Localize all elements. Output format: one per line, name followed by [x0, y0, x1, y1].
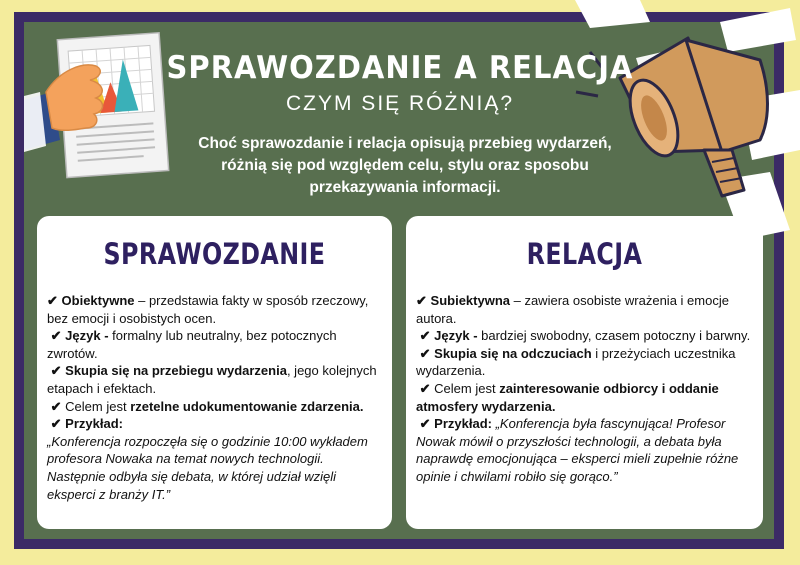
card-body	[47, 292, 382, 503]
card-sprawozdanie	[37, 216, 392, 529]
card-relacja	[406, 216, 763, 529]
check-icon: ✔	[416, 293, 427, 308]
list-item: ✔ Skupia się na odczuciach i przeżyciach uczestnika wydarzenia.	[416, 345, 736, 379]
list-item: ✔ Język - bardziej swobodny, czasem potoczny i barwny.	[419, 328, 751, 344]
example-text: „Konferencja była fascynująca! Profesor Nowak mówił o przyszłości technologii, a debata była naprawdę emocjonująca – eksperci mieli zupełnie różne opinie i chwilami robiło się gorąco.”	[416, 416, 739, 484]
page-subtitle: CZYM SIĘ RÓŻNIĄ?	[285, 92, 515, 115]
list-item: ✔ Język - formalny lub neutralny, bez potocznych zwrotów.	[47, 328, 337, 361]
example-text: „Konferencja rozpoczęła się o godzinie 10:00 wykładem profesora Nowaka na temat nowych technologii. Następnie odbyła się debata, w której udział wzięli eksperci z branży IT.”	[47, 433, 368, 502]
check-icon: ✔	[50, 416, 62, 432]
page-title: SPRAWOZDANIE A RELACJA	[166, 48, 634, 86]
list-item: ✔ Przykład: „Konferencja była fascynująca! Profesor Nowak mówił o przyszłości technologii, a debata była naprawdę emocjonująca – eksperci mieli zupełnie różne opinie i chwilami robiło się gorąco.”	[416, 416, 739, 484]
check-icon: ✔	[419, 328, 431, 344]
check-icon: ✔	[419, 380, 431, 396]
check-icon: ✔	[47, 293, 58, 308]
list-item: ✔ Obiektywne – przedstawia fakty w sposób rzeczowy, bez emocji i osobistych ocen.	[47, 293, 369, 326]
list-item: ✔ Celem jest rzetelne udokumentowanie zdarzenia.	[50, 398, 364, 414]
card-heading: SPRAWOZDANIE	[103, 237, 326, 271]
list-item: ✔ Celem jest zainteresowanie odbiorcy i oddanie atmosfery wydarzenia.	[416, 380, 719, 414]
card-body	[416, 292, 753, 486]
list-item: ✔ Subiektywna – zawiera osobiste wrażenia i emocje autora.	[416, 293, 729, 326]
intro-text: Choć sprawozdanie i relacja opisują przebieg wydarzeń, różnią się pod względem celu, stylu oraz sposobu przekazywania informacji.	[198, 135, 612, 196]
card-heading: RELACJA	[526, 237, 643, 271]
check-icon: ✔	[419, 416, 431, 432]
check-icon: ✔	[50, 363, 62, 379]
check-icon: ✔	[50, 398, 62, 414]
check-icon: ✔	[50, 328, 62, 344]
check-icon: ✔	[419, 345, 431, 361]
list-item: ✔ Skupia się na przebiegu wydarzenia, jego kolejnych etapach i efektach.	[47, 363, 377, 396]
list-item: ✔ Przykład:	[50, 416, 123, 432]
